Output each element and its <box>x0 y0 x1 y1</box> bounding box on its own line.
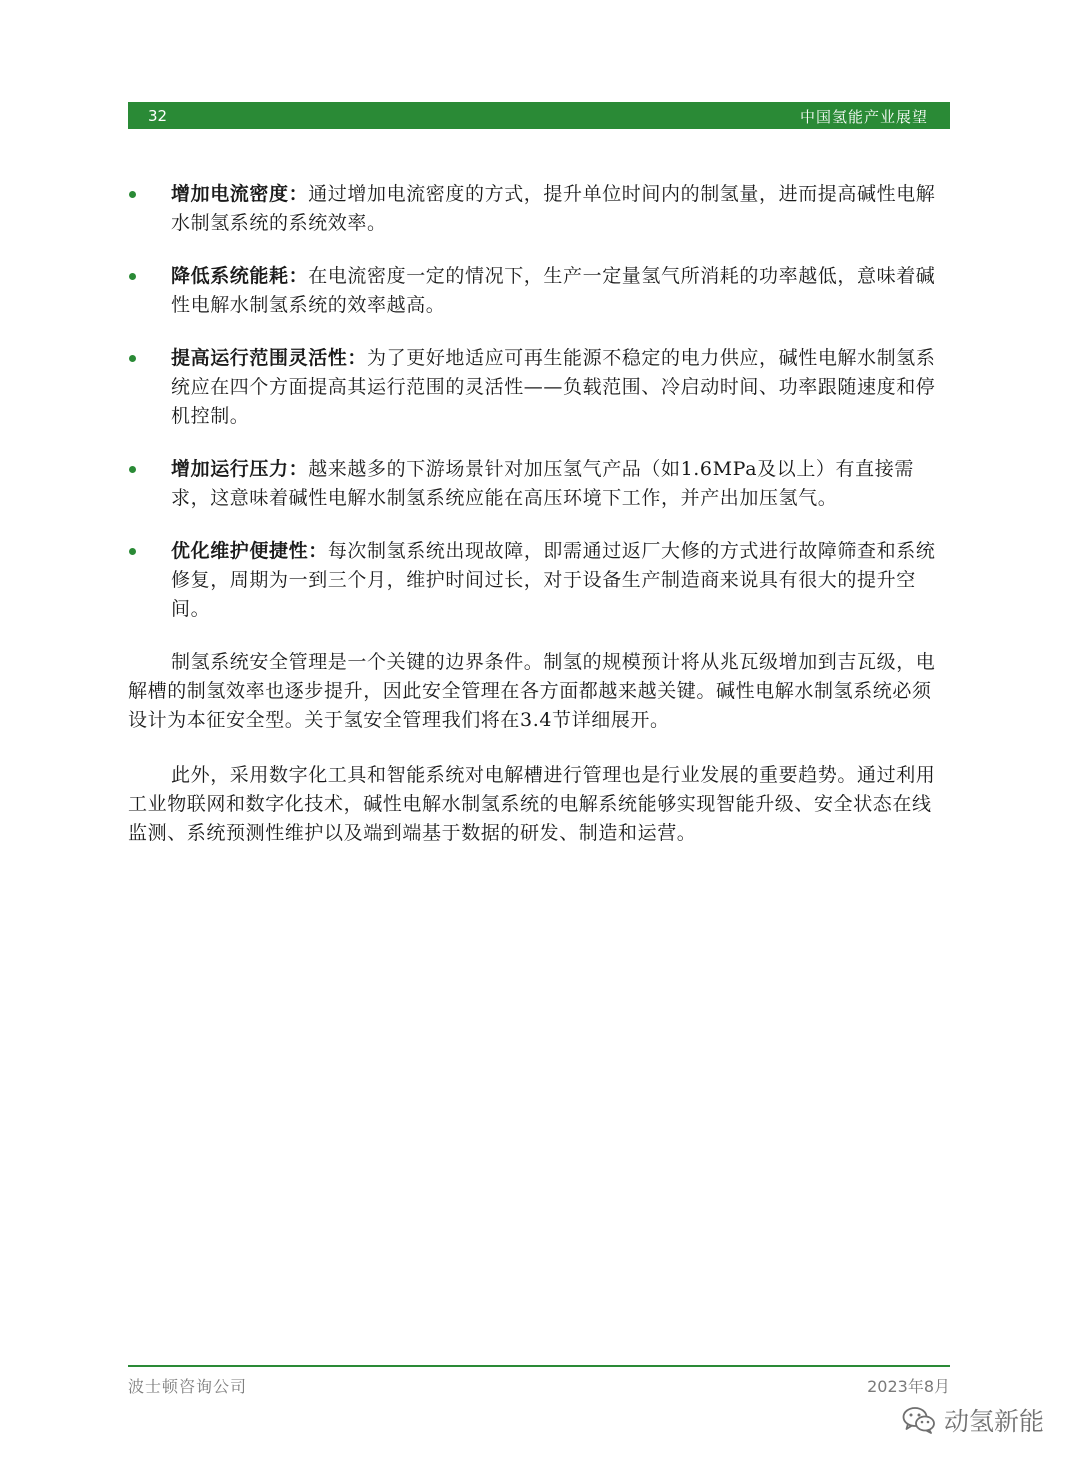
bullet-item <box>128 180 950 238</box>
bullet-term: 提高运行范围灵活性： <box>171 347 368 369</box>
bullet-text: 通过增加电流密度的方式，提升单位时间内的制氢量，进而提高碱性电解水制氢系统的系统效率。 <box>171 183 936 234</box>
bullet-dot <box>129 191 136 198</box>
watermark-label: 动氢新能 <box>943 1407 1044 1436</box>
bullet-dot <box>129 355 136 362</box>
header-bar <box>128 102 950 129</box>
bullet-item <box>128 537 950 624</box>
bullet-item <box>128 262 950 320</box>
footer-company: 波士顿咨询公司 <box>128 1377 248 1396</box>
document-title: 中国氢能产业展望 <box>799 108 928 126</box>
main-content <box>128 180 950 874</box>
bullet-item <box>128 344 950 431</box>
bullet-dot <box>129 273 136 280</box>
bullet-term: 增加电流密度： <box>171 183 309 205</box>
wechat-icon <box>902 1406 936 1434</box>
bullet-term: 降低系统能耗： <box>171 265 309 287</box>
page-number: 32 <box>148 107 168 125</box>
footer-divider <box>128 1365 950 1367</box>
footer-date: 2023年8月 <box>867 1377 950 1396</box>
bullet-text: 每次制氢系统出现故障，即需通过返厂大修的方式进行故障筛查和系统修复，周期为一到三个月，维护时间过长，对于设备生产制造商来说具有很大的提升空间。 <box>171 540 936 620</box>
body-paragraph: 制氢系统安全管理是一个关键的边界条件。制氢的规模预计将从兆瓦级增加到吉瓦级，电解槽的制氢效率也逐步提升，因此安全管理在各方面都越来越关键。碱性电解水制氢系统必须设计为本征安全型。关于氢安全管理我们将在3.4节详细展开。 <box>128 651 936 731</box>
body-paragraph: 此外，采用数字化工具和智能系统对电解槽进行管理也是行业发展的重要趋势。通过利用工业物联网和数字化技术，碱性电解水制氢系统的电解系统能够实现智能升级、安全状态在线监测、系统预测性维护以及端到端基于数据的研发、制造和运营。 <box>128 764 936 844</box>
bullet-text: 在电流密度一定的情况下，生产一定量氢气所消耗的功率越低，意味着碱性电解水制氢系统的效率越高。 <box>171 265 936 316</box>
bullet-item <box>128 455 950 513</box>
bullet-dot <box>129 466 136 473</box>
bullet-term: 增加运行压力： <box>171 458 309 480</box>
bullet-dot <box>129 548 136 555</box>
watermark <box>902 1402 1044 1438</box>
bullet-text: 越来越多的下游场景针对加压氢气产品（如1.6MPa及以上）有直接需求，这意味着碱性电解水制氢系统应能在高压环境下工作，并产出加压氢气。 <box>171 458 914 509</box>
bullet-term: 优化维护便捷性： <box>171 540 328 562</box>
bullet-text: 为了更好地适应可再生能源不稳定的电力供应，碱性电解水制氢系统应在四个方面提高其运行范围的灵活性——负载范围、冷启动时间、功率跟随速度和停机控制。 <box>171 347 936 427</box>
